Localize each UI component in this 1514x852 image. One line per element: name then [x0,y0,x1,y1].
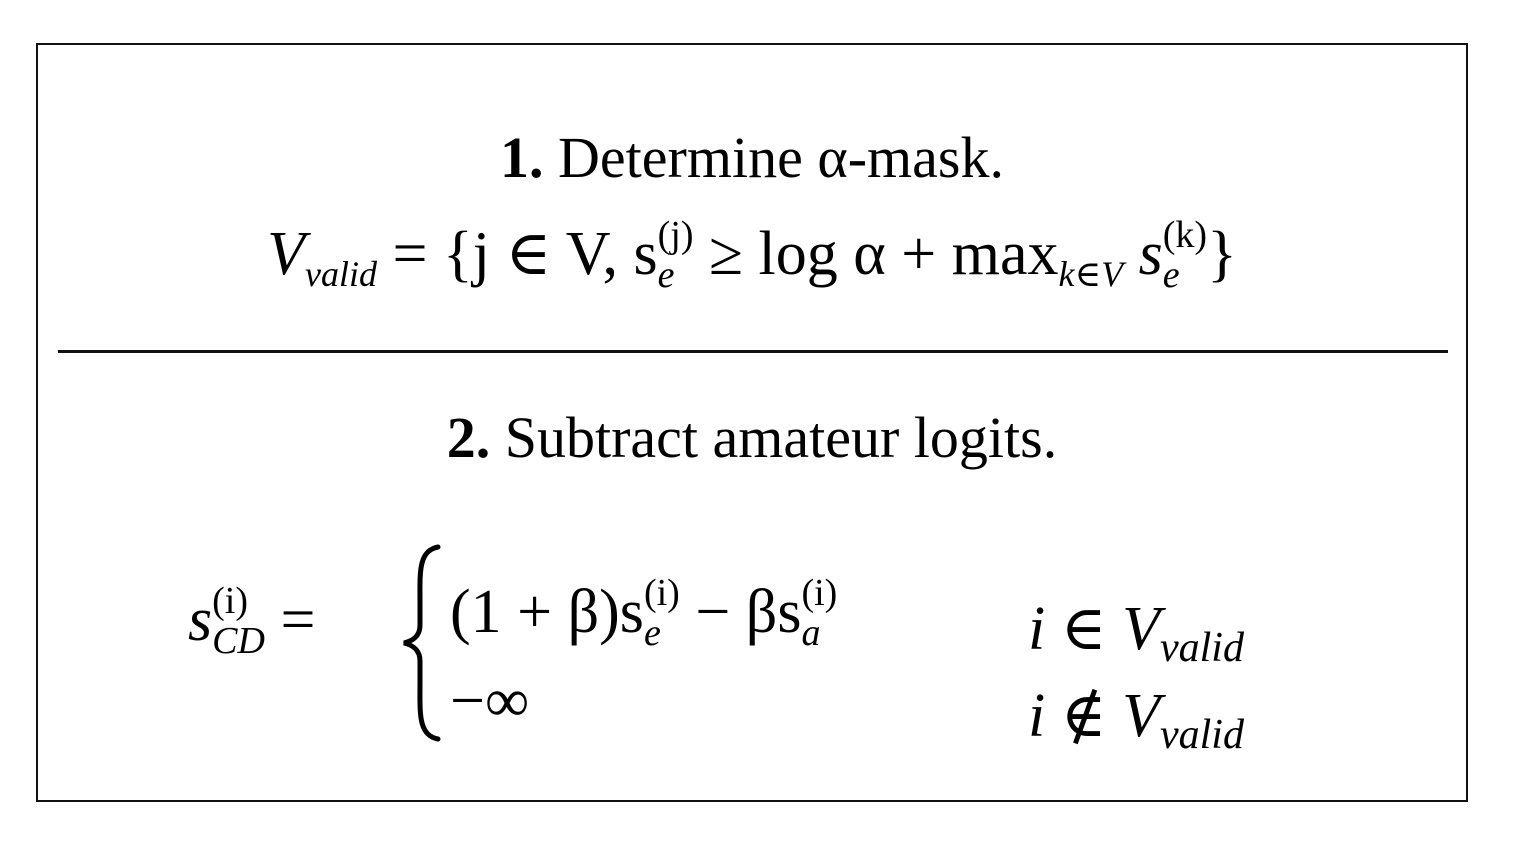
valid-set-close: } [1207,220,1237,288]
cases-brace [398,543,448,743]
valid-set-equals: = [392,220,428,288]
valid-set-max-sub: k∈V [1058,254,1124,294]
valid-set-s2-sup: (k) [1162,213,1208,256]
cd-score-s: s [188,586,213,654]
valid-set-s2: s [1138,220,1163,288]
case2-condition [1028,682,1244,758]
step1-title [38,125,1466,190]
case1-cond-sub: valid [1160,625,1244,671]
cd-score-lhs [188,579,316,664]
step2-number: 2. [446,405,491,470]
section-divider [58,350,1448,353]
case1-condition [1028,595,1244,671]
valid-set-lhs: V [267,220,306,288]
case2-expr-text: −∞ [450,667,530,735]
valid-set-operator: ≥ log α + max [709,220,1059,288]
case2-expression [450,667,530,735]
case1-expr-a: (1 + β)s [450,578,644,647]
cd-score-sup: (i) [212,579,249,622]
step1-number: 1. [500,125,544,190]
step2-title [38,405,1466,470]
case1-sub-a: e [643,612,661,654]
step1-title-text: Determine α-mask. [558,125,1004,190]
case1-expr-b: − βs [679,578,802,647]
case1-sub-b: a [801,612,821,654]
case2-cond-sub: valid [1160,712,1244,758]
step2-title-text: Subtract amateur logits. [504,405,1058,470]
case1-cond-text: i ∈ V [1028,595,1160,663]
valid-set-s-sup: (j) [657,213,694,256]
cd-score-equals: = [280,586,316,654]
case1-sup-a: (i) [643,572,680,614]
case2-cond-text: i ∉ V [1028,682,1160,750]
cd-score-sub: CD [212,619,265,662]
valid-set-lhs-sub: valid [305,254,378,294]
valid-set-s2-sub: e [1162,253,1180,296]
valid-set-equation [38,213,1466,298]
valid-set-s-sub: e [657,253,675,296]
algorithm-box [36,43,1468,802]
case1-expression [450,572,838,656]
valid-set-open: {j ∈ V, s [442,220,658,288]
case1-sup-b: (i) [801,572,838,614]
